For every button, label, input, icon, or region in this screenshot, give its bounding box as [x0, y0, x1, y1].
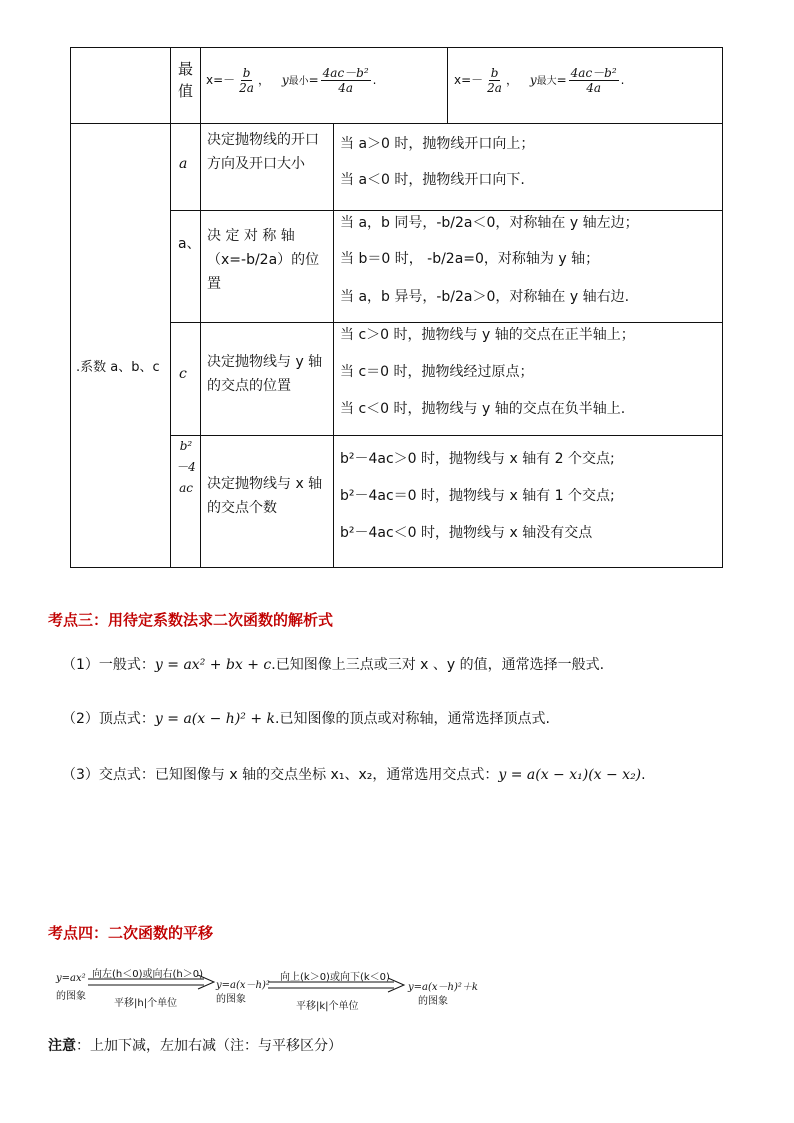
end-caption: 的图象	[418, 996, 448, 1007]
mid-caption: 的图象	[216, 994, 246, 1005]
method-general: （1）一般式：y = ax² + bx + c.已知图像上三点或三对 x 、y 的值，通常选择一般式.	[62, 657, 605, 673]
rule-a-2: 当 a＜0 时，抛物线开口向下.	[340, 172, 525, 188]
param-ab: a、	[178, 236, 201, 252]
rule-d-1: b²－4ac＞0 时，抛物线与 x 轴有 2 个交点;	[340, 451, 615, 467]
start-caption: 的图象	[56, 991, 86, 1002]
role-discriminant: 决定抛物线与 x 轴的交点个数	[207, 476, 323, 516]
note-text: ：上加下减，左加右减（注：与平移区分）	[76, 1038, 342, 1054]
param-discriminant: b²－4ac	[176, 439, 196, 495]
arrow2-top-label: 向上(k＞0)或向下(k＜0)	[280, 972, 390, 983]
arrow1-top-label: 向左(h＜0)或向右(h＞0)	[92, 969, 204, 980]
rule-d-3: b²－4ac＜0 时，抛物线与 x 轴没有交点	[340, 525, 593, 541]
end-formula: y=a(x－h)²＋k	[408, 982, 478, 993]
role-a: 决定抛物线的开口方向及开口大小	[207, 132, 319, 172]
rule-ab-2: 当 b＝0 时， -b/2a=0，对称轴为 y 轴；	[340, 251, 600, 267]
rule-c-3: 当 c＜0 时，抛物线与 y 轴的交点在负半轴上.	[340, 401, 626, 417]
mid-formula: y=a(x－h)²	[216, 980, 270, 991]
min-value-cell: x=－ $\frac{b}{2a}$ ， y最小= $\frac{\text{4ac－b²}}{4a}$ .	[206, 66, 377, 95]
start-formula: y=ax²	[56, 973, 86, 984]
role-ab: 决 定 对 称 轴（x=-b/2a）的位置	[207, 228, 320, 292]
section3-title: 考点三：用待定系数法求二次函数的解析式	[48, 611, 334, 629]
param-a: a	[179, 156, 188, 172]
method-vertex: （2）顶点式：y = a(x − h)² + k.已知图像的顶点或对称轴，通常选择顶点式.	[62, 711, 550, 727]
rule-c-1: 当 c＞0 时，抛物线与 y 轴的交点在正半轴上；	[340, 327, 635, 343]
rule-c-2: 当 c＝0 时，抛物线经过原点；	[340, 364, 534, 380]
note-label: 注意	[48, 1038, 76, 1054]
arrow2-bottom-label: 平移|k|个单位	[296, 1001, 359, 1012]
role-c: 决定抛物线与 y 轴的交点的位置	[207, 354, 323, 394]
coefficient-label: .系数 a、b、c	[76, 360, 160, 375]
max-value-cell: x=－ $\frac{b}{2a}$ ， y最大= $\frac{\text{4ac－b²}}{4a}$ .	[454, 66, 625, 95]
method-intercept: （3）交点式：已知图像与 x 轴的交点坐标 x₁、x₂，通常选用交点式：y = a(x − x₁)(x − x₂).	[62, 767, 646, 783]
arrow1-bottom-label: 平移|h|个单位	[114, 998, 178, 1009]
param-c: c	[179, 366, 187, 382]
rule-a-1: 当 a＞0 时，抛物线开口向上；	[340, 136, 535, 152]
section4-title: 考点四：二次函数的平移	[48, 924, 214, 942]
rule-d-2: b²－4ac＝0 时，抛物线与 x 轴有 1 个交点;	[340, 488, 615, 504]
rule-ab-3: 当 a，b 异号，-b/2a＞0，对称轴在 y 轴右边.	[340, 289, 630, 305]
rule-ab-1: 当 a，b 同号，-b/2a＜0，对称轴在 y 轴左边；	[340, 215, 639, 231]
extreme-label: 最值	[178, 60, 194, 100]
note	[48, 1035, 342, 1057]
